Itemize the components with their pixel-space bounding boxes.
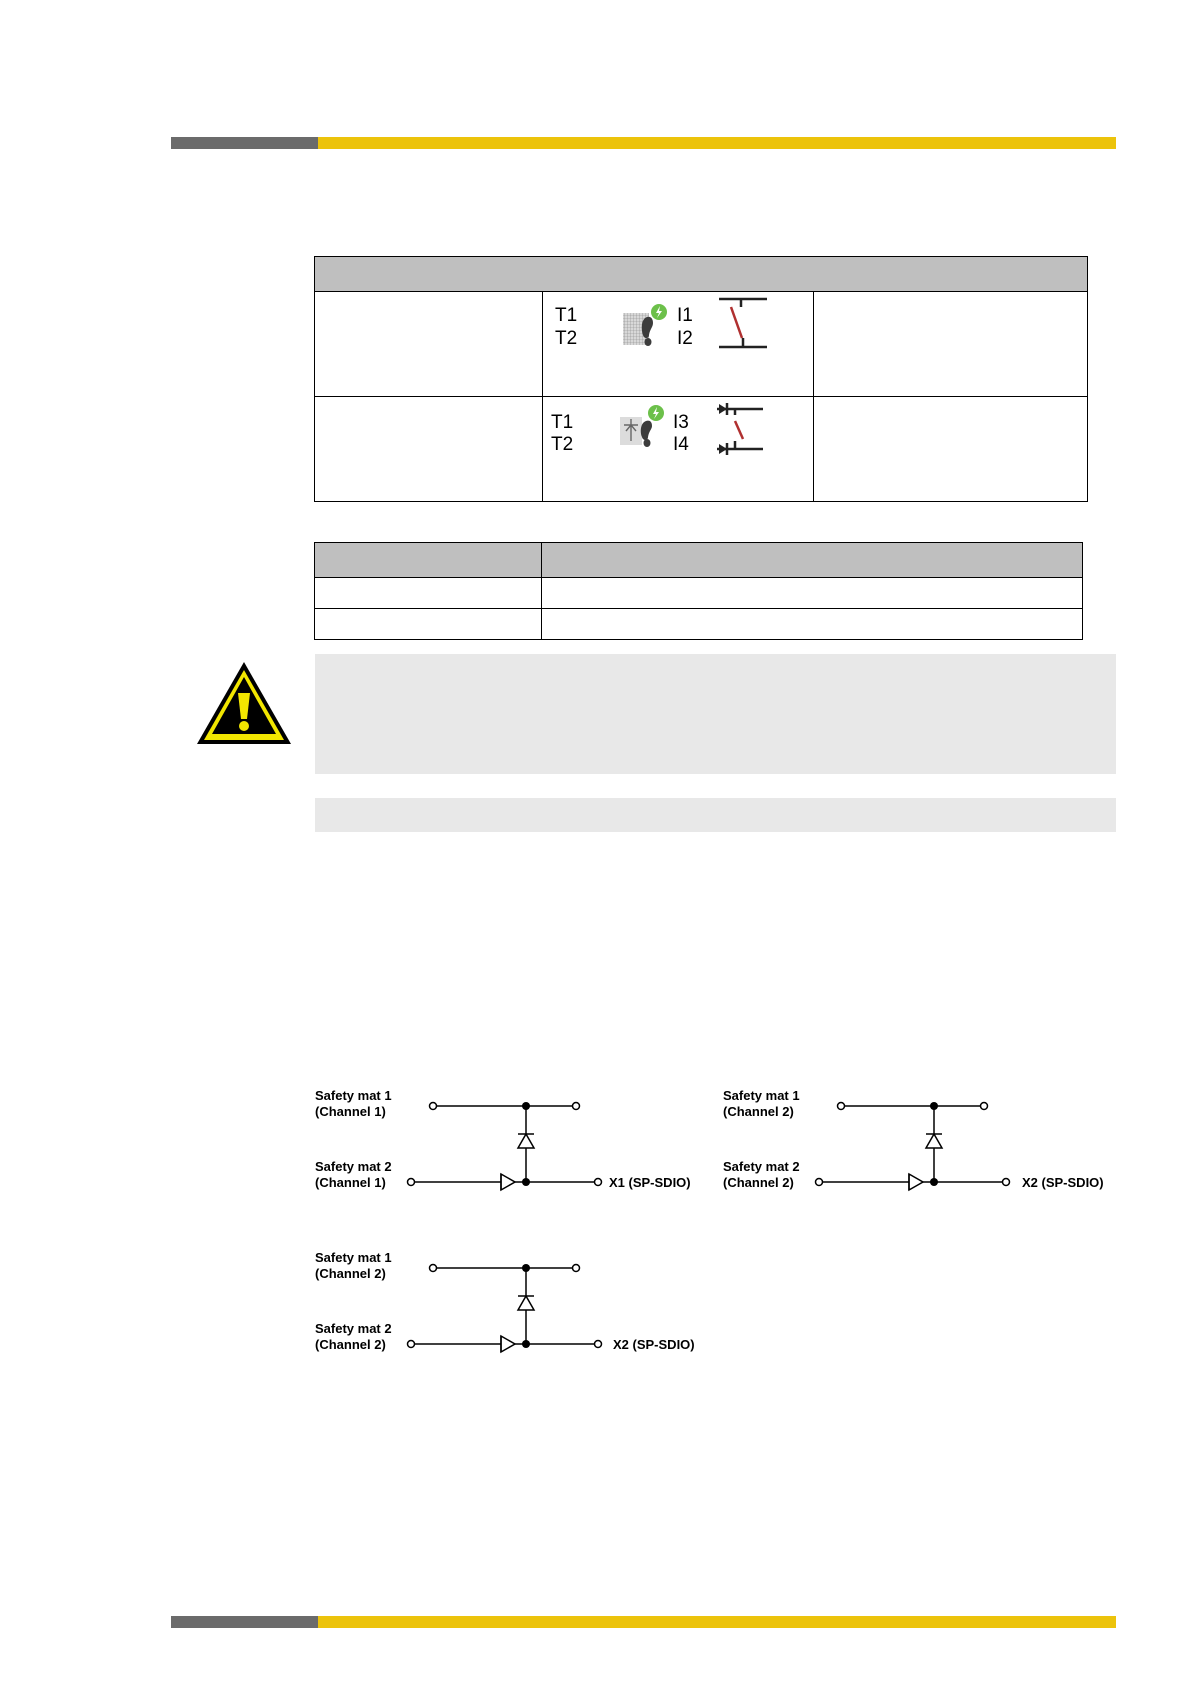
parameter-table [314, 542, 1083, 640]
terminal-label-t2: T2 [551, 434, 574, 455]
input-label-i1: I1 [677, 305, 693, 326]
wiring-diagram-x2 [722, 1082, 1122, 1202]
input-label-i4: I4 [673, 434, 689, 455]
wiring-diagram-x1 [314, 1082, 714, 1202]
column-divider [813, 292, 814, 501]
diagram-label-mat1-channel: (Channel 2) [315, 1266, 386, 1281]
footer-bar-gray [171, 1616, 318, 1628]
terminal-label-t1: T1 [551, 412, 574, 433]
header-bar-yellow [318, 137, 1116, 149]
diagram-label-mat1: Safety mat 1 [315, 1250, 392, 1265]
note-box [315, 798, 1116, 832]
terminal-label-t1: T1 [555, 305, 578, 326]
wiring-diagram-x2-b [314, 1244, 714, 1364]
diagram-label-mat1-channel: (Channel 1) [315, 1104, 386, 1119]
diagram-label-mat1-channel: (Channel 2) [723, 1104, 794, 1119]
table-header [315, 257, 1087, 292]
diagram-label-mat2-channel: (Channel 1) [315, 1175, 386, 1190]
diagram-label-mat2-channel: (Channel 2) [723, 1175, 794, 1190]
column-divider [541, 543, 542, 639]
header-bar-gray [171, 137, 318, 149]
column-divider [542, 292, 543, 501]
table-header [315, 543, 1082, 578]
footer-bar [171, 1616, 1116, 1628]
warning-box [315, 654, 1116, 774]
diagram-label-mat1: Safety mat 1 [723, 1088, 800, 1103]
diagram-label-mat2: Safety mat 2 [723, 1159, 800, 1174]
switch-symbol-icon [717, 295, 769, 356]
footer-bar-yellow [318, 1616, 1116, 1628]
input-label-i3: I3 [673, 412, 689, 433]
input-label-i2: I2 [677, 328, 693, 349]
header-bar [171, 137, 1116, 149]
diagram-label-mat2: Safety mat 2 [315, 1321, 392, 1336]
diagram-output-label: X1 (SP-SDIO) [609, 1175, 691, 1190]
input-configuration-table [314, 256, 1088, 502]
diagram-label-mat2-channel: (Channel 2) [315, 1337, 386, 1352]
table-row [315, 397, 1087, 501]
terminal-label-t2: T2 [555, 328, 578, 349]
table-row [315, 292, 1087, 397]
diagram-output-label: X2 (SP-SDIO) [613, 1337, 695, 1352]
table-row [315, 578, 1082, 609]
safety-mat-diode-icon [618, 403, 666, 456]
warning-icon [194, 659, 294, 752]
safety-mat-icon [621, 303, 669, 354]
diagram-label-mat2: Safety mat 2 [315, 1159, 392, 1174]
diode-switch-symbol-icon [715, 401, 767, 462]
diagram-output-label: X2 (SP-SDIO) [1022, 1175, 1104, 1190]
diagram-label-mat1: Safety mat 1 [315, 1088, 392, 1103]
